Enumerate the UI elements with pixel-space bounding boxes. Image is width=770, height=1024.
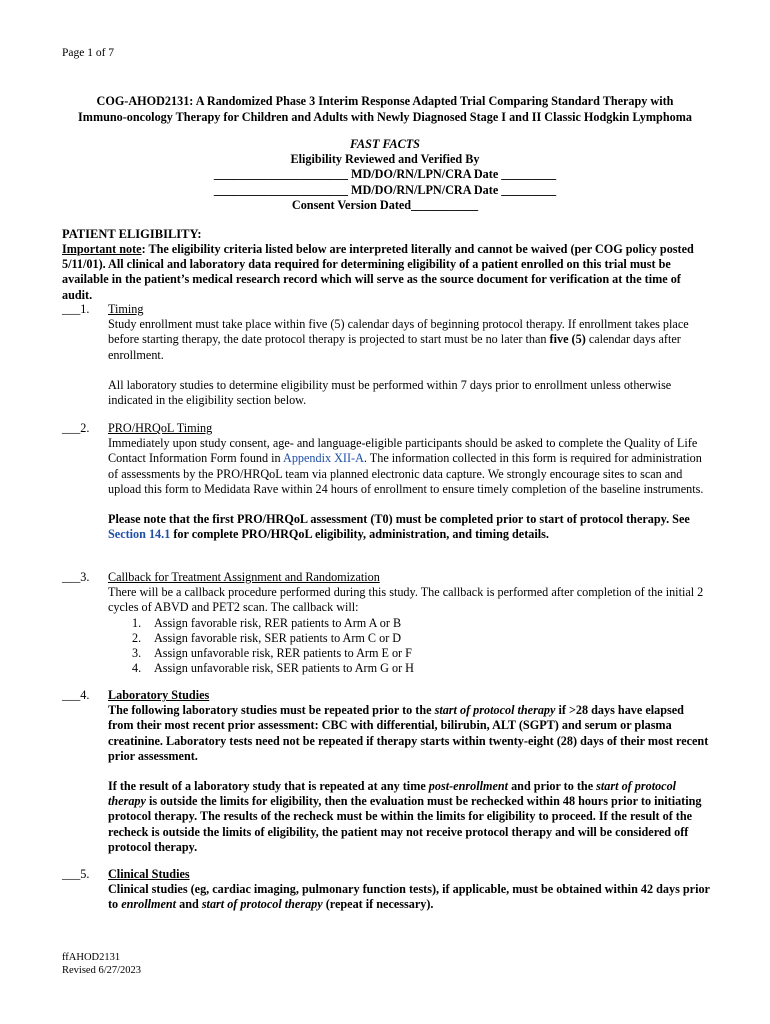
criterion-text: Immediately upon study consent, age- and language-eligible participants should be asked to complete the Quality of Life Contact Information Form found in Appendix XII-A. The information collected in this form is required for administration of assessments by the PRO/HRQoL team via planned electronic data capture. We strongly encourage sites to scan and upload this form to Medidata Rave within 24 hours of enrollment to ensure timely completion of the baseline instruments. <box>108 436 704 496</box>
signature-line-1: ______________________ MD/DO/RN/LPN/CRA Date _________ <box>213 167 557 182</box>
criterion-checkbox-1[interactable]: ___1. <box>62 302 90 316</box>
list-item: 1. Assign favorable risk, RER patients to Arm A or B <box>132 615 402 630</box>
criterion-text: Please note that the first PRO/HRQoL assessment (T0) must be completed prior to start of protocol therapy. See Section 14.1 for complete PRO/HRQoL eligibility, administration, and timing details. <box>108 512 690 542</box>
criterion-text: Study enrollment must take place within five (5) calendar days of beginning protocol therapy. If enrollment takes place before starting therapy, the date protocol therapy is projected to start must be no later than five (5) calendar days after enrollment. <box>108 317 689 362</box>
list-item: 3. Assign unfavorable risk, RER patients to Arm E or F <box>132 646 412 661</box>
important-note-label: Important note <box>62 242 142 256</box>
criterion-checkbox-2[interactable]: ___2. <box>62 421 90 435</box>
criterion-title: Timing <box>108 302 144 316</box>
footer-revised-date: Revised 6/27/2023 <box>62 965 142 976</box>
criterion-checkbox-4[interactable]: ___4. <box>62 688 90 702</box>
criterion-title: Callback for Treatment Assignment and Randomization <box>108 570 380 584</box>
criterion-text: If the result of a laboratory study that is repeated at any time post-enrollment and prior to the start of protocol therapy is outside the limits for eligibility, then the evaluation must be rechecked within 48 hours prior to initiating protocol therapy. The results of the recheck must be within the limits for eligibility to proceed. If the result of the recheck is outside the limits of eligibility, the patient may not receive protocol therapy and will be considered off protocol therapy. <box>108 779 702 854</box>
criterion-text: The following laboratory studies must be repeated prior to the start of protocol therapy if >28 days have elapsed from their most recent prior assessment: CBC with differential, bilirubin, ALT (SGPT) and serum or plasma creatinine. Laboratory tests need not be repeated if therapy starts within twenty-eight (28) days of their most recent prior assessment. <box>108 703 709 763</box>
page-number: Page 1 of 7 <box>62 47 115 59</box>
footer-doc-id: ffAHOD2131 <box>62 952 121 963</box>
criterion-checkbox-5[interactable]: ___5. <box>62 867 90 881</box>
section-link[interactable]: Section 14.1 <box>108 527 171 542</box>
patient-eligibility-heading: PATIENT ELIGIBILITY: <box>62 227 202 241</box>
criterion-title: Laboratory Studies <box>108 688 210 702</box>
criterion-title: PRO/HRQoL Timing <box>108 421 213 435</box>
criterion-text: Clinical studies (eg, cardiac imaging, pulmonary function tests), if applicable, must be obtained within 42 days prior to enrollment and start of protocol therapy (repeat if necessary). <box>108 882 710 912</box>
fast-facts-title: FAST FACTS <box>350 137 420 151</box>
title-line-2: Immuno-oncology Therapy for Children and Adults with Newly Diagnosed Stage I and II Classic Hodgkin Lymphoma <box>78 110 692 124</box>
consent-version-line: Consent Version Dated___________ <box>291 197 479 212</box>
criterion-text: There will be a callback procedure performed during this study. The callback is performed after completion of the initial 2 cycles of ABVD and PET2 scan. The callback will: <box>108 585 704 615</box>
title-line-1: COG-AHOD2131: A Randomized Phase 3 Interim Response Adapted Trial Comparing Standard Therapy with <box>96 94 674 108</box>
criterion-checkbox-3[interactable]: ___3. <box>62 570 90 584</box>
important-note <box>62 242 710 303</box>
appendix-link[interactable]: Appendix XII-A <box>283 451 364 466</box>
important-note-text: : The eligibility criteria listed below are interpreted literally and cannot be waived (per COG policy posted 5/11/01). All clinical and laboratory data required for determining eligibility of a patient enrolled on this trial must be available in the patient’s medical research record which will serve as the source document for verification at the time of audit. <box>62 242 694 302</box>
page-footer <box>62 951 141 977</box>
criterion-title: Clinical Studies <box>108 867 190 881</box>
signature-line-2: ______________________ MD/DO/RN/LPN/CRA Date _________ <box>213 182 557 197</box>
list-item: 2. Assign favorable risk, SER patients to Arm C or D <box>132 630 402 645</box>
callback-list <box>108 616 710 677</box>
criterion-text: All laboratory studies to determine eligibility must be performed within 7 days prior to enrollment unless otherwise indicated in the eligibility section below. <box>108 377 672 408</box>
fast-facts-block <box>50 137 720 213</box>
list-item: 4. Assign unfavorable risk, SER patients to Arm G or H <box>132 661 414 676</box>
eligibility-verified-label: Eligibility Reviewed and Verified By <box>290 152 480 167</box>
protocol-title <box>50 93 720 125</box>
